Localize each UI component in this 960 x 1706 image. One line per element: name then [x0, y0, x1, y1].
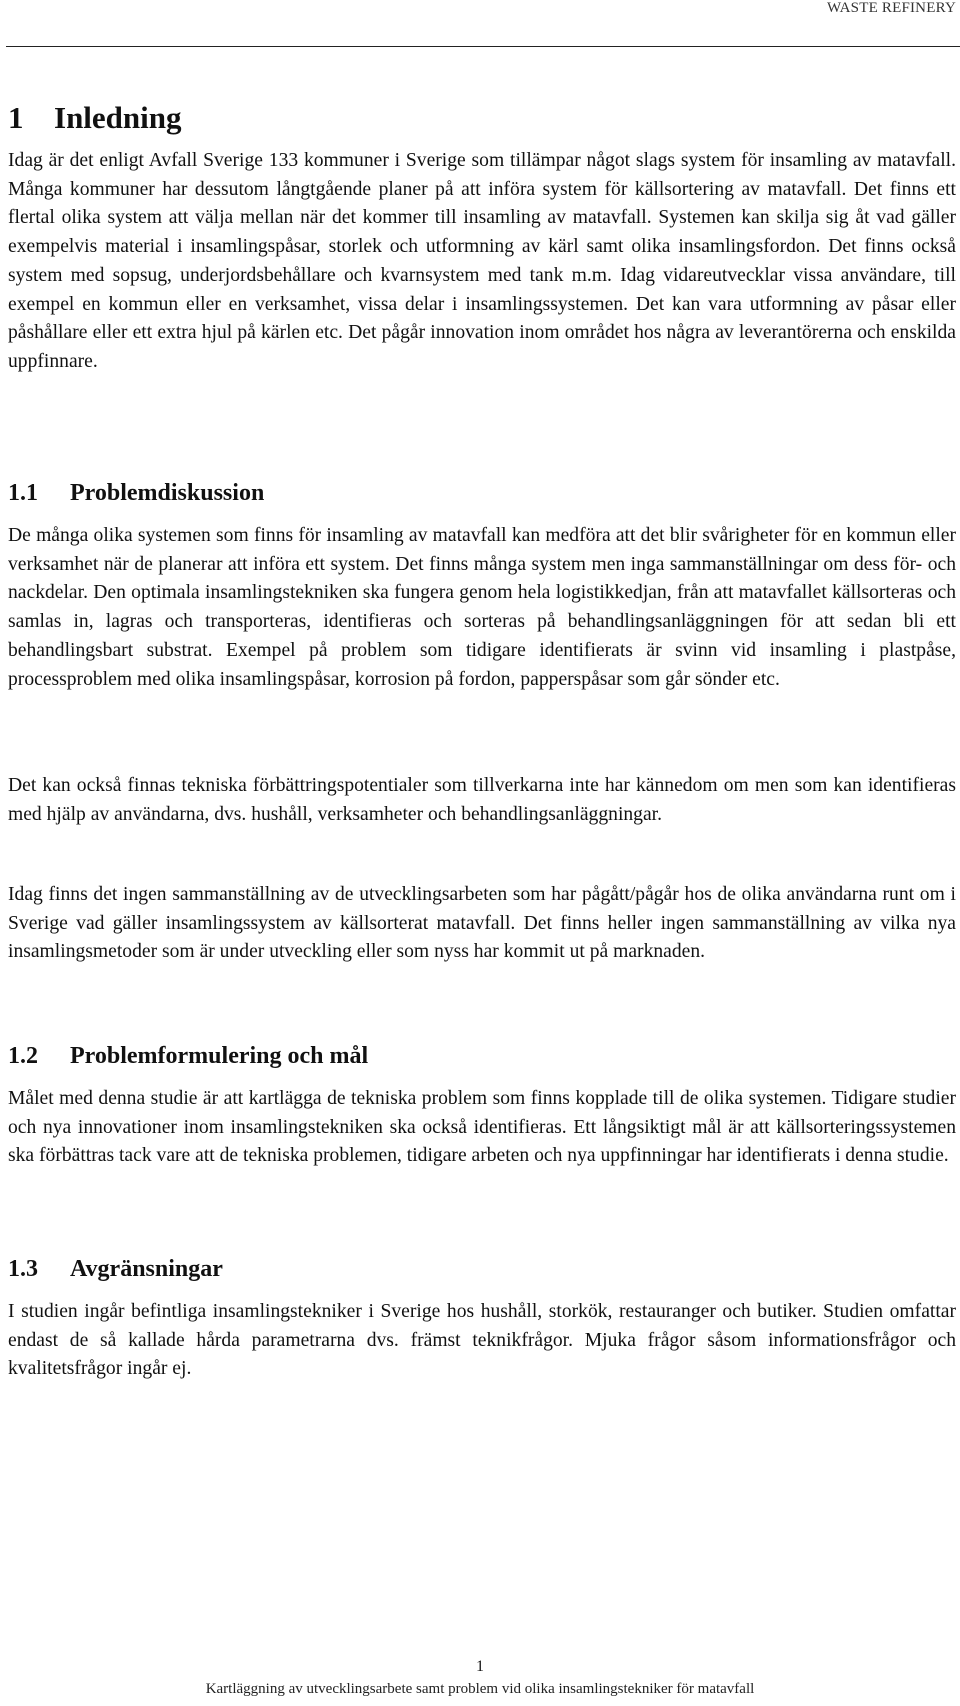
- paragraph: Det kan också finnas tekniska förbättringspotentialer som tillverkarna inte har kännedom om men som kan identifieras med hjälp av användarna, dvs. hushåll, verksamheter och behandlingsanläggningar.: [8, 775, 956, 825]
- paragraph: Idag är det enligt Avfall Sverige 133 kommuner i Sverige som tillämpar något slags system för insamling av matavfall. Många kommuner har dessutom långtgående planer på att införa system för källsortering av matavfall. Det finns ett flertal olika system att välja mellan när det kommer till insamling av matavfall. Systemen kan skilja sig åt vad gäller exempelvis material i insamlingspåsar, storlek och utformning av kärl samt olika insamlingsfordon. Det finns också system med sopsug, underjordsbehållare och kvarnsystem med tank m.m. Idag vidareutvecklar vissa användare, till exempel en kommun eller en verksamhet, vissa delar i insamlingssystemen. Det kan vara utformning av påsar eller påshållare eller ett extra hjul på kärlen etc. Det pågår innovation inom området hos några av leverantörerna och enskilda uppfinnare.: [8, 150, 956, 372]
- paragraph: De många olika systemen som finns för insamling av matavfall kan medföra att det blir svårigheter för en kommun eller verksamhet när de planerar att införa ett system. Det finns många system men inga sammanställningar om dess för- och nackdelar. Den optimala insamlingstekniken ska fungera genom hela logistikkedjan, från att matavfallet källsorteras och samlas in, lagras och transporteras, identifieras och sorteras på behandlingsanläggningen för att sedan bli ett behandlingsbart substrat. Exempel på problem som tidigare identifierats är svinn vid insamling i plastpåse, processproblem med olika insamlingspåsar, korrosion på fordon, papperspåsar som går sönder etc.: [8, 525, 956, 690]
- section-heading-1: [8, 100, 182, 136]
- section-title: Inledning: [54, 100, 182, 135]
- section-title: Problemdiskussion: [70, 480, 265, 506]
- footer-document-title: Kartläggning av utvecklingsarbete samt problem vid olika insamlingstekniker för matavfall: [205, 1681, 755, 1697]
- paragraph: I studien ingår befintliga insamlingstekniker i Sverige hos hushåll, storkök, restauranger och butiker. Studien omfattar endast de så kallade hårda parametrarna dvs. främst teknikfrågor. Mjuka frågor såsom informationsfrågor och kvalitetsfrågor ingår ej.: [8, 1301, 956, 1380]
- section-title: Problemformulering och mål: [70, 1043, 369, 1069]
- page-number: 1: [476, 1658, 484, 1675]
- section-number: 1.3: [8, 1256, 38, 1282]
- paragraph: Målet med denna studie är att kartlägga de tekniska problem som finns kopplade till de olika systemen. Tidigare studier och nya innovationer inom insamlingstekniken ska också identifieras. Ett långsiktigt mål är att källsorteringssystemen ska förbättras tack vare att de tekniska problemen, tidigare arbeten och nya uppfinningar har identifierats i denna studie.: [8, 1088, 956, 1167]
- paragraph: Idag finns det ingen sammanställning av de utvecklingsarbeten som har pågått/pågår hos de olika användarna runt om i Sverige vad gäller insamlingssystem av källsorterat matavfall. Det finns heller ingen sammanställning av vilka nya insamlingsmetoder som är under utveckling eller som nyss har kommit ut på marknaden.: [8, 884, 956, 963]
- section-heading-1-3: [8, 1256, 223, 1283]
- section-title: Avgränsningar: [70, 1256, 223, 1282]
- section-heading-1-2: [8, 1043, 368, 1070]
- section-number: 1: [8, 100, 24, 135]
- section-heading-1-1: [8, 480, 264, 507]
- running-header: WASTE REFINERY: [826, 0, 956, 16]
- section-number: 1.2: [8, 1043, 38, 1069]
- header-rule: [6, 46, 960, 47]
- section-number: 1.1: [8, 480, 38, 506]
